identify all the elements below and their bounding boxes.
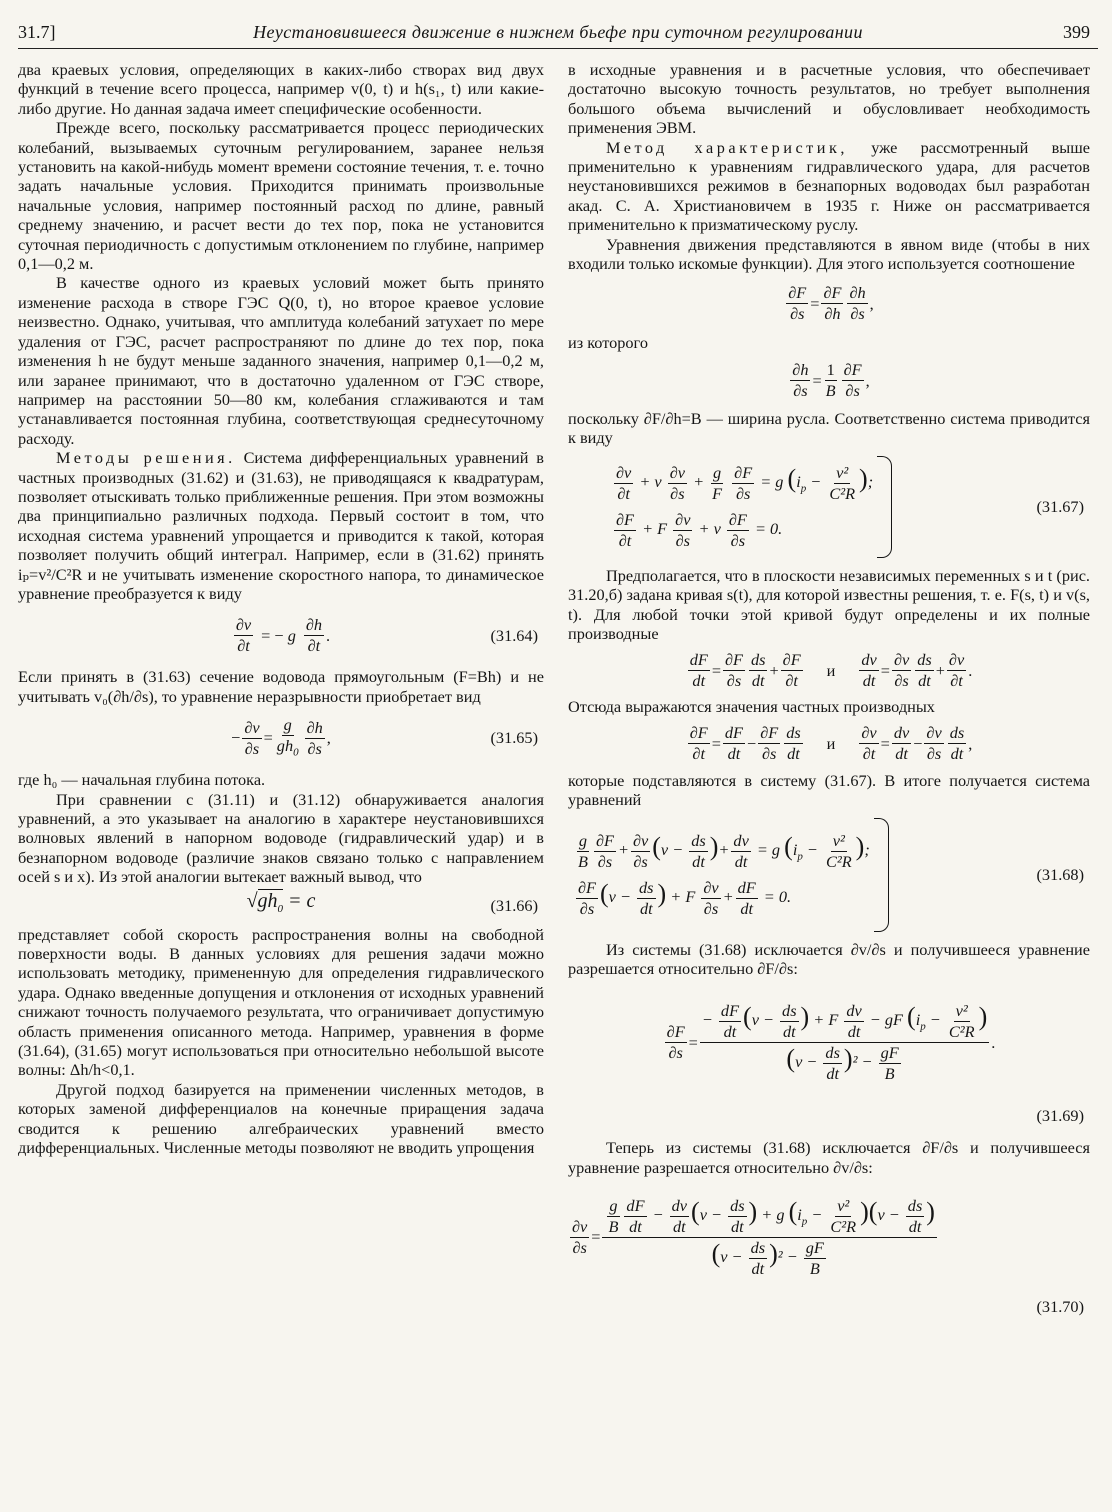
equation-dh-ds: $\frac{\partial h}{\partial s}$ = $\frac{1}{B}$ $\frac{\partial F}{\partial s}$ , <box>792 360 870 401</box>
paragraph: Отсюда выражаются значения частных производных <box>568 697 935 717</box>
run-in-heading: Метод характеристик, <box>606 137 848 157</box>
equation-full-derivatives: $\frac{dF}{dt}$ = $\frac{\partial F}{\partial s}$ $\frac{ds}{dt}$ + $\frac{\partial F}{\partial t}$ и $\frac{dv}{dt}$ = $\frac{\partial v}{\partial s}$ $\frac{ds}{dt}$ + $\frac{\partial v}{\partial t}$ . <box>689 649 973 690</box>
section-number: 31.7] <box>18 22 56 42</box>
paragraph: Предполагается, что в плоскости независимых переменных s и t (рис. 31.20,б) задана кривая s(t), для которой известны решения, т. е. F(s, t) и v(s, t). Для любой точки этой кривой будут определены и их полные производные <box>568 565 1090 643</box>
paragraph: Уравнения движения представляются в явном виде (чтобы в них входили только искомые функции). Для этого используется соотношение <box>568 234 1090 274</box>
equation-31-67: $\frac{\partial v}{\partial t}$ + v $\frac{\partial v}{\partial s}$ + $\frac{g}{F}$ $\frac{\partial F}{\partial s}$ = g ($i_p$ − $\frac{\text{v²}}{\text{C²R}}$ ); $\frac{\partial F}{\partial t}$ + F $\frac{\partial v}{\partial s}$ + v $\frac{\partial F}{\partial s}$ = 0. (31.67) <box>568 448 1090 566</box>
equation-number: (31.65) <box>490 728 538 748</box>
equation-31-66: $√gh_0 = c$ (31.66) <box>246 889 538 915</box>
equation-31-70: $\frac{\partial v}{\partial s}$ = $\frac{g}{B}$ $\frac{dF}{dt}$ − $\frac{dv}{dt}$ (v − $\frac{ds}{dt}$ ) + g ($i_p$ − $\frac{\text{v²}}{\text{C²R}}$ )(v − $\frac{ds}{dt}$ ) (v − $\frac{ds}{dt}$ )² − $\frac{gF}{B}$ <box>572 1195 935 1278</box>
page-number: 399 <box>1063 22 1090 42</box>
equation-31-68: $\frac{g}{B}$ $\frac{\partial F}{\partial s}$ + $\frac{\partial v}{\partial s}$ (v − $\frac{ds}{dt}$ )+ $\frac{dv}{dt}$ = g ($i_p$ − $\frac{\text{v²}}{\text{C²R}}$ ); $\frac{\partial F}{\partial s}$ (v − $\frac{ds}{dt}$ ) + F $\frac{\partial v}{\partial s}$ + $\frac{dF}{dt}$ = 0. (31.68) <box>568 810 1090 940</box>
paragraph <box>18 448 544 603</box>
paragraph: где h₀ — начальная глубина потока. <box>18 770 266 790</box>
paragraph-text: уже рассмотренный выше применительно к уравнениям гидравлического удара, для расчетов неустановившихся режимов в безнапорных водоводах был разработан акад. С. А. Христиановичем в 1935 г. Ниже он рассматривается применительно к призматическому руслу. <box>568 137 1090 235</box>
right-column <box>568 60 1090 1321</box>
equation-number: (31.67) <box>1036 496 1084 516</box>
paragraph: В качестве одного из краевых условий может быть принято изменение расхода в створе ГЭС Q(0, t), но второе краевое условие неизвестно. Однако, учитывая, что амплитуда колебаний затухает по мере удаления от ГЭС, расчет распространяют по длине до тех пор, пока изменения h не будут меньше заданного значения, например 0,1—0,2 м, или заранее принимают, что в достаточно удаленном от ГЭС створе, например на расстоянии 50—80 км, колебания сглаживаются и там устанавливается постоянная глубина, соответствующая среднесуточному расходу. <box>18 273 544 448</box>
equation-31-69: $\frac{\partial F}{\partial s}$ = − $\frac{dF}{dt}$ (v − $\frac{ds}{dt}$ ) + F $\frac{dv}{dt}$ − gF ($i_p$ − $\frac{\text{v²}}{\text{C²R}}$ ) (v − $\frac{ds}{dt}$ )² − $\frac{gF}{B}$ . <box>666 1000 996 1083</box>
equation-number: (31.69) <box>1036 1106 1084 1126</box>
running-header <box>18 20 1098 49</box>
equation-31-65: − $\frac{\partial v}{\partial s}$ = $\frac{g}{gh_0}$ $\frac{\partial h}{\partial s}$ , (31.65) <box>231 714 538 758</box>
paragraph: Прежде всего, поскольку рассматривается процесс периодических колебаний, вызываемых суточным регулированием, заранее нельзя установить на какой-нибудь момент времени состояние течения, т. е. точно задать начальные условия. Приходится принимать произвольные начальные условия, например постоянный расход по длине, равный среднему значению, и расчет вести до тех пор, пока не установится суточная периодичность с допустимым отклонением по глубине, например 0,1—0,2 м. <box>18 118 544 274</box>
paragraph: Если принять в (31.63) сечение водовода прямоугольным (F=Bh) и не учитывать v₀(∂h/∂s), то уравнение неразрывности приобретает вид <box>18 667 544 706</box>
paragraph: Другой подход базируется на применении численных методов, в которых заменой дифференциалов на конечные приращения задача сводится к решению алгебраических уравнений вместо дифференциальных. Численные методы позволяют не вводить упрощения <box>18 1079 544 1158</box>
paragraph <box>568 138 1090 235</box>
paragraph: Теперь из системы (31.68) исключается ∂F/∂s и получившееся уравнение разрешается относительно ∂v/∂s: <box>568 1138 1090 1177</box>
run-in-heading: Методы решения. <box>56 448 236 468</box>
paragraph: При сравнении с (31.11) и (31.12) обнаруживается аналогия уравнений, а это указывает на аналогию в характере неустановившихся волновых явлений в напорном водоводе (гидравлический удар) и в безнапорном водоводе (различие знаков связано только с направлением осей s и x). Из этой аналогии вытекает важный вывод, что <box>18 789 544 887</box>
left-column <box>18 60 544 1158</box>
equation-31-64: $\frac{\partial v}{\partial t}$ = − g $\frac{\partial h}{\partial t}$ . (31.64) <box>235 614 538 655</box>
equation-relation: $\frac{\partial F}{\partial s}$ = $\frac{\partial F}{\partial h}$ $\frac{\partial h}{\partial s}$ , <box>788 282 874 323</box>
equation-partial-derivatives: $\frac{\partial F}{\partial t}$ = $\frac{dF}{dt}$ − $\frac{\partial F}{\partial s}$ $\frac{ds}{dt}$ и $\frac{\partial v}{\partial t}$ = $\frac{dv}{dt}$ − $\frac{\partial v}{\partial s}$ $\frac{ds}{dt}$ , <box>689 723 973 764</box>
paragraph-text: Система дифференциальных уравнений в частных производных (31.62) и (31.63), не приводящаяся к квадратурам, позволяет отыскивать только приближенные решения. При этом возможны два принципиально различных подхода. Первый состоит в том, что исходная система уравнений упрощается и приводится к такой, которая позволяет получить общий интеграл. Например, если в (31.62) принять iₚ=v²/C²R и не учитывать изменение скоростного напора, то динамическое уравнение преобразуется к виду <box>18 448 544 603</box>
running-title: Неустановившееся движение в нижнем бьефе при суточном регулировании <box>253 22 863 42</box>
equation-number: (31.66) <box>490 895 538 915</box>
paragraph: из которого <box>568 333 648 353</box>
paragraph: Из системы (31.68) исключается ∂v/∂s и получившееся уравнение разрешается относительно ∂F/∂s: <box>568 939 1090 978</box>
paragraph: поскольку ∂F/∂h=B — ширина русла. Соответственно система приводится к виду <box>568 408 1090 448</box>
paragraph: которые подставляются в систему (31.67). В итоге получается система уравнений <box>568 770 1090 810</box>
equation-number: (31.70) <box>1036 1297 1084 1317</box>
equation-number: (31.64) <box>490 625 538 645</box>
equation-number: (31.68) <box>1036 864 1084 884</box>
paragraph: представляет собой скорость распространения волны на свободной поверхности воды. В данных условиях для решения задачи можно использовать методику, примененную для определения гидравлического удара. Однако введенные допущения и отклонения от исходных уравнений снижают точность получаемого результата, что ограничивает допустимую область применения описанного метода. Например, уравнения в форме (31.64), (31.65) могут использоваться при относительно небольшой высоте волны: Δh/h<0,1. <box>18 924 544 1080</box>
paragraph: два краевых условия, определяющих в каких-либо створах вид двух функций в течение всего процесса, например v(0, t) и h(s₁, t) или какие-либо другие. Но данная задача имеет специфические особенности. <box>18 60 544 118</box>
paragraph: в исходные уравнения и в расчетные условия, что обеспечивает достаточно высокую точность результатов, но требует выполнения большого объема вычислений и обусловливает необходимость применения ЭВМ. <box>568 60 1090 138</box>
